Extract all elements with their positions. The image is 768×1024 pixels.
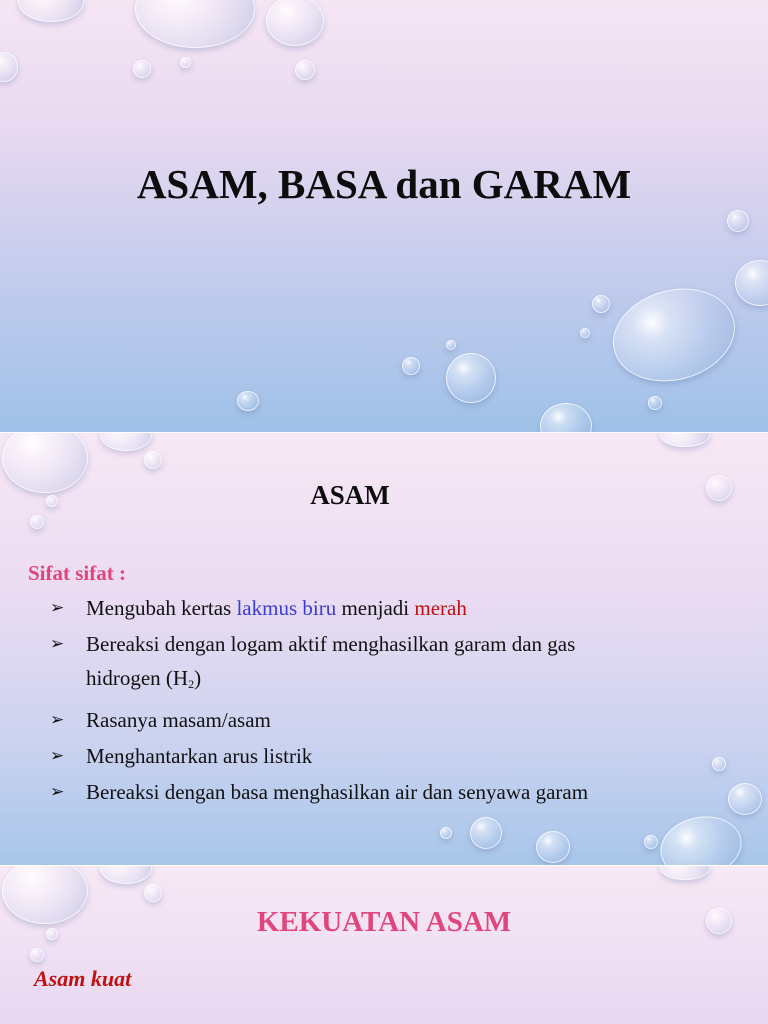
water-drop-icon	[2, 433, 88, 493]
properties-list	[50, 591, 740, 811]
water-drop-icon	[144, 884, 162, 902]
water-drop-icon	[655, 809, 748, 866]
section-title: ASAM	[310, 480, 390, 510]
water-drop-icon	[540, 403, 592, 433]
water-drop-icon	[144, 451, 162, 469]
item-text: )	[194, 666, 202, 690]
water-drop-icon	[706, 475, 732, 501]
water-drop-icon	[100, 433, 152, 451]
arrow-bullet-icon: ➢	[50, 598, 65, 617]
water-drop-icon	[0, 52, 18, 82]
water-drop-icon	[30, 948, 44, 962]
water-drop-icon	[295, 60, 315, 80]
arrow-bullet-icon: ➢	[50, 782, 65, 801]
water-drop-icon	[648, 396, 662, 410]
asam-properties-slide	[0, 433, 768, 866]
water-drop-icon	[660, 866, 710, 880]
water-drop-icon	[470, 817, 502, 849]
water-drop-icon	[440, 827, 452, 839]
item-text: Rasanya masam/asam	[86, 708, 271, 732]
water-drop-icon	[18, 0, 84, 22]
item-text: Bereaksi dengan basa menghasilkan air dan senyawa garam	[86, 780, 589, 804]
water-drop-icon	[135, 0, 255, 48]
red-text: merah	[414, 596, 467, 620]
arrow-bullet-icon: ➢	[50, 710, 65, 729]
list-item	[50, 627, 740, 701]
section-title: KEKUATAN ASAM	[256, 906, 512, 938]
item-text: Bereaksi dengan logam aktif menghasilkan garam dan gas	[86, 632, 576, 656]
water-drop-icon	[592, 295, 610, 313]
subsection-title: Asam kuat	[34, 966, 132, 991]
water-drop-icon	[446, 340, 456, 350]
properties-label: Sifat sifat :	[28, 561, 126, 585]
item-text: menjadi	[336, 596, 415, 620]
water-drop-icon	[580, 328, 590, 338]
litmus-blue-text: lakmus biru	[236, 596, 337, 620]
water-drop-icon	[30, 515, 44, 529]
list-item	[50, 775, 740, 809]
title-slide	[0, 0, 768, 433]
subscript-text: 2	[188, 677, 195, 691]
list-item	[50, 591, 740, 625]
item-text: hidrogen (H	[86, 666, 189, 690]
item-text: Menghantarkan arus listrik	[86, 744, 313, 768]
water-drop-icon	[402, 357, 420, 375]
arrow-bullet-icon: ➢	[50, 634, 65, 653]
water-drop-icon	[602, 275, 745, 394]
water-drop-icon	[644, 835, 658, 849]
water-drop-icon	[727, 210, 749, 232]
kekuatan-asam-slide	[0, 866, 768, 1024]
water-drop-icon	[237, 391, 259, 411]
water-drop-icon	[100, 866, 152, 884]
water-drop-icon	[266, 0, 324, 46]
water-drop-icon	[133, 60, 151, 78]
water-drop-icon	[735, 260, 768, 306]
water-drop-icon	[446, 353, 496, 403]
water-drop-icon	[660, 433, 710, 447]
water-drop-icon	[536, 831, 570, 863]
water-drop-icon	[46, 495, 58, 507]
list-item	[50, 739, 740, 773]
list-item	[50, 703, 740, 737]
water-drop-icon	[180, 57, 191, 68]
presentation-title: ASAM, BASA dan GARAM	[136, 161, 632, 207]
arrow-bullet-icon: ➢	[50, 746, 65, 765]
item-text: Mengubah kertas	[86, 596, 237, 620]
